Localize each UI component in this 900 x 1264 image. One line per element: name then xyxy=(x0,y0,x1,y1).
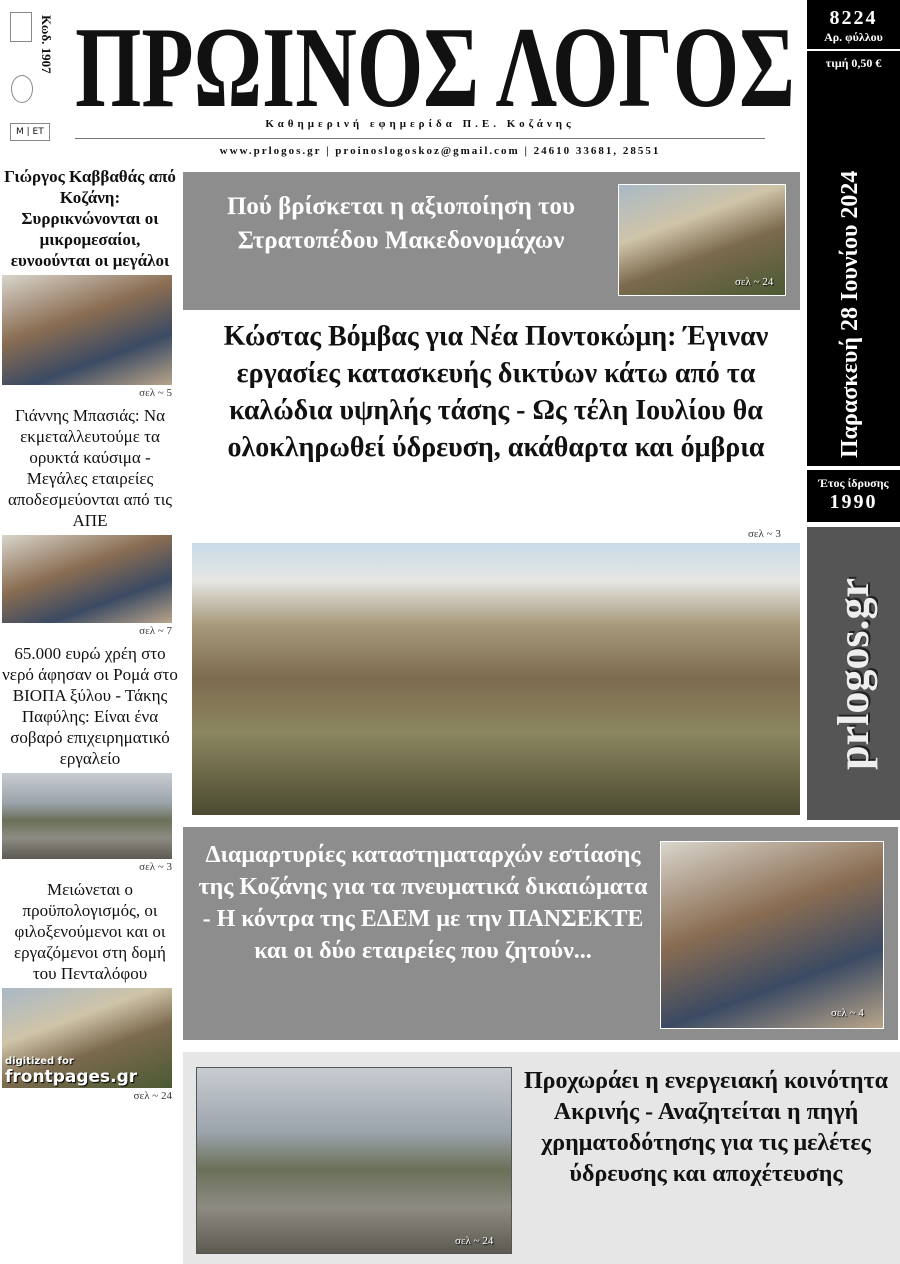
website-text: prlogos.gr xyxy=(829,577,878,770)
page-ref: σελ ~ 3 xyxy=(748,528,781,540)
newspaper-subtitle: Καθημερινή εφημερίδα Π.Ε. Κοζάνης xyxy=(265,118,575,130)
sidebar-headline[interactable]: Γιάννης Μπασιάς: Να εκμεταλλευτούμε τα ορυκτά καύσιμα - Μεγάλες εταιρείες αποδεσμεύονται από τις ΑΠΕ xyxy=(7,406,173,530)
sidebar xyxy=(0,166,180,1108)
middle-story-headline: Διαμαρτυρίες καταστηματαρχών εστίασης της Κοζάνης για τα πνευματικά δικαιώματα - Η κόντρα της ΕΔΕΜ με την ΠΑΝΣΕΚΤΕ και οι δύο εταιρείες που ζητούν... xyxy=(198,842,648,964)
watermark xyxy=(5,1055,137,1086)
sidebar-story[interactable] xyxy=(0,643,180,879)
website-banner[interactable] xyxy=(807,527,900,820)
press-seal-icon xyxy=(11,75,33,103)
sidebar-headline[interactable]: Μειώνεται ο προϋπολογισμός, οι φιλοξενούμενοι και οι εργαζόμενοι στη δομή του Πενταλόφου xyxy=(14,880,166,983)
press-seal-icon xyxy=(10,12,32,42)
watermark-line: frontpages.gr xyxy=(5,1067,138,1087)
page-ref: σελ ~ 3 xyxy=(139,861,172,873)
sidebar-story[interactable] xyxy=(0,405,180,643)
contact-line: www.prlogos.gr | proinoslogoskoz@gmail.com | 24610 33681, 28551 xyxy=(219,145,661,157)
sidebar-headline[interactable]: Γιώργος Καββαθάς από Κοζάνη: Συρρικνώνονται οι μικρομεσαίοι, ευνοούνται οι μεγάλοι xyxy=(4,167,176,270)
page-ref: σελ ~ 24 xyxy=(455,1235,494,1247)
bottom-story-headline: Προχωράει η ενεργειακή κοινότητα Ακρινής - Αναζητείται η πηγή χρηματοδότησης για τις μελέτες ύδρευσης και αποχέτευσης xyxy=(523,1068,888,1187)
page-ref: σελ ~ 4 xyxy=(831,1007,864,1019)
story-photo xyxy=(2,275,172,385)
newspaper-logo-wrap xyxy=(75,8,800,116)
issue-number-label: Αρ. φύλλου xyxy=(807,30,900,51)
founded-label: Έτος ίδρυσης xyxy=(818,476,889,490)
sidebar-story[interactable] xyxy=(0,166,180,405)
page-ref: σελ ~ 24 xyxy=(735,276,774,288)
page-ref: σελ ~ 5 xyxy=(139,387,172,399)
issue-date: Παρασκευή 28 Ιουνίου 2024 xyxy=(837,170,863,458)
story-photo xyxy=(2,773,172,859)
met-badge: Μ | ΕΤ xyxy=(10,123,50,141)
page-ref: σελ ~ 24 xyxy=(133,1090,172,1102)
middle-story-photo xyxy=(660,841,884,1029)
issue-info xyxy=(807,0,900,466)
divider xyxy=(75,138,765,139)
watermark-line: digitized for xyxy=(5,1056,74,1067)
newspaper-logo: ΠΡΩΙΝΟΣ ΛΟΓΟΣ xyxy=(75,8,795,116)
lead-headline[interactable]: Κώστας Βόμβας για Νέα Ποντοκώμη: Έγιναν εργασίες κατασκευής δικτύων κάτω από τα καλώδια υψηλής τάσης - Ως τέλη Ιουλίου θα ολοκληρωθεί ύδρευση, ακάθαρτα και όμβρια xyxy=(223,321,769,463)
bottom-story-box[interactable] xyxy=(183,1052,900,1264)
price: τιμή 0,50 € xyxy=(825,56,882,70)
issue-number: 8224 xyxy=(829,7,878,29)
story-photo xyxy=(2,535,172,623)
bottom-story-photo xyxy=(196,1067,512,1254)
sidebar-story[interactable] xyxy=(0,879,180,1108)
founded-box xyxy=(807,470,900,522)
page-ref: σελ ~ 7 xyxy=(139,625,172,637)
postal-code: Κωδ. 1907 xyxy=(39,15,54,74)
top-story-headline: Πού βρίσκεται η αξιοποίηση του Στρατοπέδου Μακεδονομάχων xyxy=(226,193,576,254)
sidebar-headline[interactable]: 65.000 ευρώ χρέη στο νερό άφησαν οι Ρομά στο ΒΙΟΠΑ ξύλου - Τάκης Παφύλης: Είναι ένα σοβαρό επιχειρηματικό εργαλείο xyxy=(2,644,178,768)
founded-year: 1990 xyxy=(829,491,878,513)
lead-photo xyxy=(192,543,800,815)
middle-story-box[interactable] xyxy=(183,827,898,1040)
top-story-box[interactable] xyxy=(183,172,800,310)
story-photo xyxy=(2,988,172,1088)
